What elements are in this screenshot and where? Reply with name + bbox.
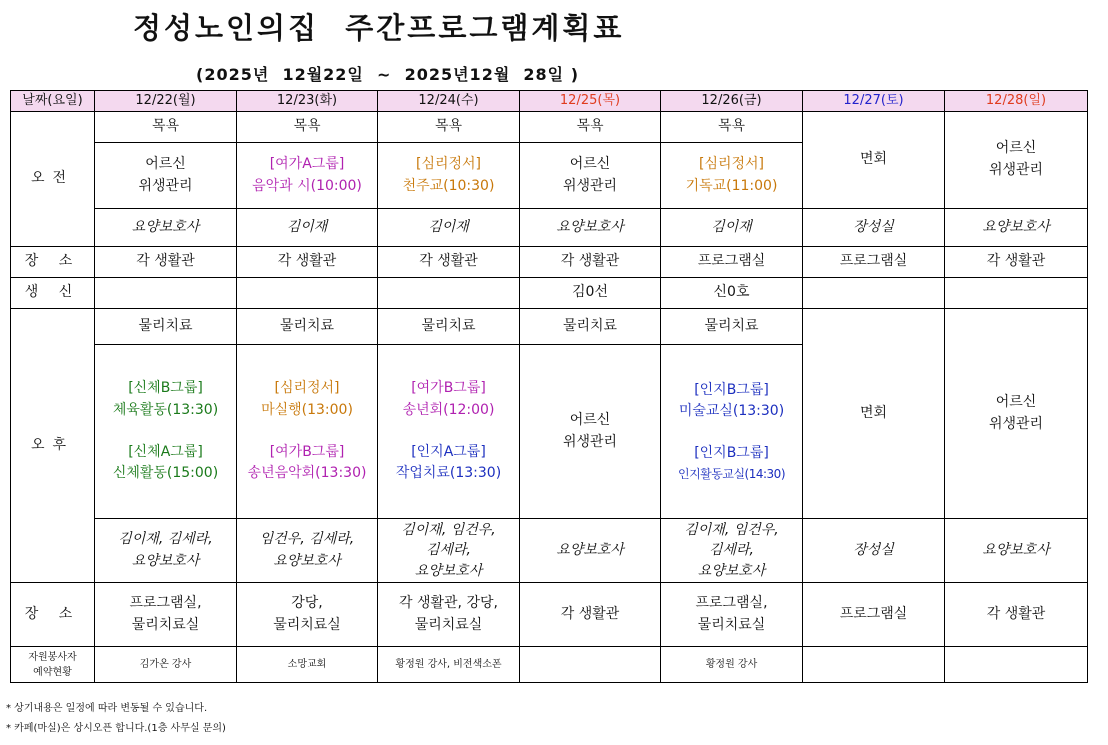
day-header-sat: 12/27(토): [803, 91, 945, 112]
volunteer-wed: 황정원 강사, 비전색소폰: [378, 647, 520, 683]
place-pm-tue-line2: 물리치료실: [273, 616, 341, 633]
afternoon-staff-fri-line2: 김세라,: [708, 542, 755, 559]
morning-thu-line2: 위생관리: [562, 177, 618, 194]
place-label-pm: 장 소: [11, 583, 95, 647]
afternoon-fri-group2: [인지B그룹]: [694, 445, 769, 462]
afternoon-thu-line2: 위생관리: [562, 433, 618, 450]
place-label-am: 장 소: [11, 247, 95, 278]
afternoon-therapy-wed: 물리치료: [378, 309, 520, 345]
afternoon-tue-program2: 송년음악회(13:30): [247, 465, 367, 482]
morning-staff-mon: 요양보호사: [95, 209, 237, 247]
afternoon-tue-group2: [여가B그룹]: [269, 443, 345, 460]
day-header-tue: 12/23(화): [237, 91, 378, 112]
afternoon-tue-program1: 마실행(13:00): [261, 401, 353, 418]
page-title: 정성노인의집 주간프로그램계획표: [133, 11, 625, 45]
afternoon-place-row: [11, 583, 1088, 647]
birthday-sun: [945, 278, 1088, 309]
afternoon-staff-fri-line1: 김이재, 임건우,: [684, 522, 779, 539]
afternoon-fri-group1: [인지B그룹]: [694, 381, 769, 398]
morning-bath-wed: 목욕: [378, 112, 520, 143]
volunteer-label: [11, 647, 95, 683]
place-am-tue: 각 생활관: [237, 247, 378, 278]
place-pm-wed-line1: 각 생활관, 강당,: [399, 594, 498, 611]
morning-place-row: [11, 247, 1088, 278]
birthday-wed: [378, 278, 520, 309]
afternoon-mon-group1: [신체B그룹]: [128, 380, 203, 397]
morning-sat-visit: 면회: [859, 151, 888, 168]
morning-sun-line1: 어르신: [995, 140, 1037, 157]
header-row: [11, 91, 1088, 112]
place-am-thu: 각 생활관: [520, 247, 661, 278]
afternoon-staff-mon-line2: 요양보호사: [131, 552, 200, 569]
afternoon-row-staff: [11, 519, 1088, 583]
morning-mon-line2: 위생관리: [138, 177, 193, 194]
afternoon-wed-group1: [여가B그룹]: [411, 380, 486, 397]
place-pm-fri-line2: 물리치료실: [697, 616, 766, 633]
birthday-mon: [95, 278, 237, 309]
volunteer-label-line1: 자원봉사자: [28, 651, 77, 663]
schedule-period: (2025년 12월22일 ~ 2025년12월 28일 ): [196, 65, 580, 84]
morning-program-wed: [378, 143, 520, 209]
morning-staff-fri: 김이재: [661, 209, 803, 247]
afternoon-staff-wed-line3: 요양보호사: [414, 562, 483, 579]
morning-label: 오전: [11, 112, 95, 247]
place-pm-fri-line1: 프로그램실,: [695, 594, 768, 611]
afternoon-staff-sun: [945, 519, 1088, 583]
morning-tue-group: [여가A그룹]: [269, 155, 345, 172]
afternoon-therapy-tue: 물리치료: [237, 309, 378, 345]
morning-bath-mon: 목욕: [95, 112, 237, 143]
afternoon-staff-sun-line1: 요양보호사: [982, 541, 1050, 558]
morning-bath-fri: 목욕: [661, 112, 803, 143]
morning-thu-line1: 어르신: [569, 155, 611, 172]
place-pm-thu: [520, 583, 661, 647]
morning-staff-thu: 요양보호사: [520, 209, 661, 247]
afternoon-program-tue: [237, 345, 378, 519]
afternoon-wed-program2: 작업치료(13:30): [395, 465, 502, 482]
birthday-thu: 김0선: [520, 278, 661, 309]
afternoon-wed-group2: [인지A그룹]: [411, 443, 486, 460]
afternoon-therapy-thu: 물리치료: [520, 309, 661, 345]
birthday-row: [11, 278, 1088, 309]
afternoon-fri-program1: 미술교실(13:30): [678, 403, 785, 420]
place-pm-sun: [945, 583, 1088, 647]
place-am-mon: 각 생활관: [95, 247, 237, 278]
afternoon-label: 오후: [11, 309, 95, 583]
morning-program-thu: [520, 143, 661, 209]
place-am-wed: 각 생활관: [378, 247, 520, 278]
morning-wed-group: [심리정서]: [415, 155, 482, 172]
morning-sat-cell: [803, 112, 945, 209]
place-pm-sun-line1: 각 생활관: [986, 605, 1046, 622]
birthday-sat: [803, 278, 945, 309]
morning-mon-line1: 어르신: [145, 155, 186, 172]
volunteer-mon: 김가온 강사: [95, 647, 237, 683]
day-header-sun: 12/28(일): [945, 91, 1088, 112]
morning-bath-tue: 목욕: [237, 112, 378, 143]
afternoon-staff-wed-line2: 김세라,: [425, 542, 472, 559]
footnotes: [6, 699, 226, 739]
place-pm-mon-line1: 프로그램실,: [129, 594, 202, 611]
birthday-tue: [237, 278, 378, 309]
volunteer-sun: [945, 647, 1088, 683]
day-header-wed: 12/24(수): [378, 91, 520, 112]
morning-staff-sun: 요양보호사: [945, 209, 1088, 247]
volunteer-tue: 소망교회: [237, 647, 378, 683]
morning-fri-group: [심리정서]: [698, 155, 765, 172]
place-am-fri: 프로그램실: [661, 247, 803, 278]
afternoon-sun-line1: 어르신: [995, 393, 1037, 410]
volunteer-row: [11, 647, 1088, 683]
afternoon-tue-group1: [심리정서]: [274, 380, 340, 397]
day-header-thu: 12/25(목): [520, 91, 661, 112]
afternoon-staff-mon: [95, 519, 237, 583]
volunteer-sat: [803, 647, 945, 683]
afternoon-thu-line1: 어르신: [569, 411, 611, 428]
afternoon-program-fri: [661, 345, 803, 519]
morning-fri-program: 기독교(11:00): [685, 177, 778, 194]
volunteer-label-line2: 예약현황: [33, 666, 72, 678]
morning-program-tue: [237, 143, 378, 209]
weekly-schedule-table: [10, 90, 1088, 683]
afternoon-sat-cell: [803, 309, 945, 519]
afternoon-therapy-fri: 물리치료: [661, 309, 803, 345]
morning-row-bath: [11, 112, 1088, 143]
afternoon-wed-program1: 송년회(12:00): [402, 401, 495, 418]
afternoon-program-wed: [378, 345, 520, 519]
morning-staff-wed: 김이재: [378, 209, 520, 247]
afternoon-staff-sat-line1: 장성실: [853, 541, 894, 558]
morning-tue-program: 음악과 시(10:00): [252, 177, 362, 194]
afternoon-mon-group2: [신체A그룹]: [128, 443, 203, 460]
afternoon-sun-cell: [945, 309, 1088, 519]
place-pm-sat-line1: 프로그램실: [839, 605, 908, 622]
afternoon-mon-program1: 체육활동(13:30): [112, 401, 219, 418]
place-pm-wed-line2: 물리치료실: [414, 616, 483, 633]
morning-wed-program: 천주교(10:30): [402, 177, 495, 194]
footnote-cafe: * 카페(마실)은 상시오픈 합니다.(1층 사무실 문의): [6, 723, 226, 734]
volunteer-fri: 황정원 강사: [661, 647, 803, 683]
place-pm-tue: [237, 583, 378, 647]
afternoon-staff-thu: [520, 519, 661, 583]
morning-staff-sat: 장성실: [803, 209, 945, 247]
morning-program-fri: [661, 143, 803, 209]
place-pm-mon-line2: 물리치료실: [131, 616, 200, 633]
morning-program-mon: [95, 143, 237, 209]
afternoon-staff-tue: [237, 519, 378, 583]
date-day-header: 날짜(요일): [11, 91, 95, 112]
afternoon-program-mon: [95, 345, 237, 519]
afternoon-staff-fri: [661, 519, 803, 583]
place-pm-tue-line1: 강당,: [291, 594, 323, 611]
morning-row-staff: [11, 209, 1088, 247]
afternoon-staff-wed: [378, 519, 520, 583]
place-am-sun: 각 생활관: [945, 247, 1088, 278]
place-pm-sat: [803, 583, 945, 647]
afternoon-sun-line2: 위생관리: [988, 415, 1044, 432]
footnote-schedule-change: * 상기내용은 일정에 따라 변동될 수 있습니다.: [6, 703, 208, 714]
morning-sun-line2: 위생관리: [988, 162, 1044, 178]
afternoon-staff-wed-line1: 김이재, 임건우,: [401, 522, 496, 539]
day-header-fri: 12/26(금): [661, 91, 803, 112]
day-header-mon: 12/22(월): [95, 91, 237, 112]
place-pm-thu-line1: 각 생활관: [560, 605, 620, 622]
volunteer-thu: [520, 647, 661, 683]
afternoon-staff-sat: [803, 519, 945, 583]
morning-bath-thu: 목욕: [520, 112, 661, 143]
afternoon-therapy-mon: 물리치료: [95, 309, 237, 345]
morning-staff-tue: 김이재: [237, 209, 378, 247]
place-pm-mon: [95, 583, 237, 647]
birthday-label: 생 신: [11, 278, 95, 309]
afternoon-staff-mon-line1: 김이재, 김세라,: [118, 530, 213, 547]
afternoon-row-therapy: [11, 309, 1088, 345]
morning-sun-cell: [945, 112, 1088, 209]
afternoon-fri-program2: 인지활동교실(14:30): [678, 466, 785, 481]
afternoon-staff-tue-line1: 임건우, 김세라,: [259, 530, 355, 547]
afternoon-staff-fri-line3: 요양보호사: [697, 562, 766, 579]
afternoon-sat-visit: 면회: [859, 404, 888, 421]
afternoon-program-thu: [520, 345, 661, 519]
place-am-sat: 프로그램실: [803, 247, 945, 278]
afternoon-staff-tue-line2: 요양보호사: [273, 552, 341, 569]
afternoon-mon-program2: 신체활동(15:00): [112, 465, 219, 482]
afternoon-staff-thu-line1: 요양보호사: [556, 541, 624, 558]
place-pm-wed: [378, 583, 520, 647]
place-pm-fri: [661, 583, 803, 647]
birthday-fri: 신0호: [661, 278, 803, 309]
